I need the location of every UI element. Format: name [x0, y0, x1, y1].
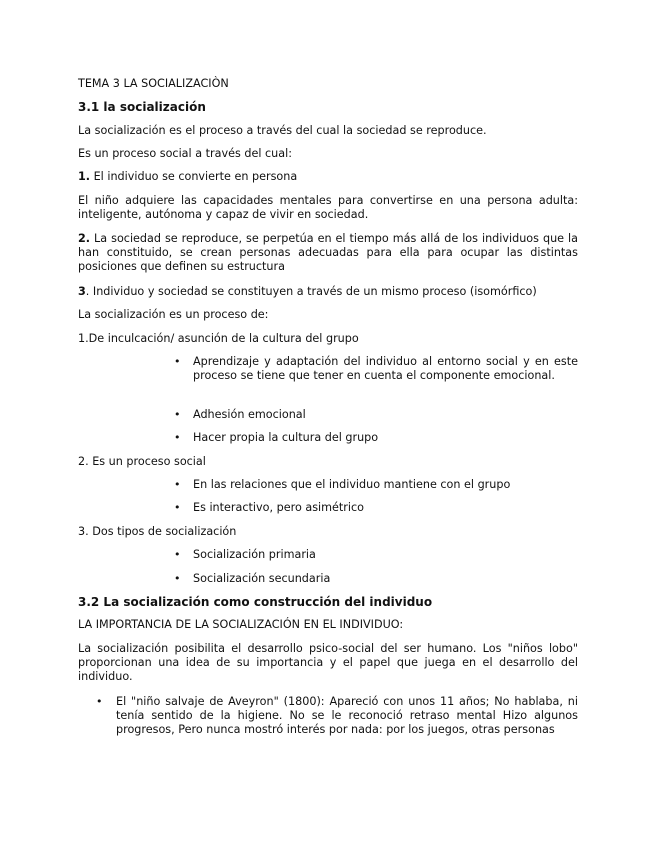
list-1-item-2: Adhesión emocional: [193, 408, 306, 421]
bullet-icon: •: [174, 478, 181, 491]
bullet-icon: •: [174, 431, 181, 444]
bullet-icon: •: [174, 572, 181, 585]
development-paragraph: La socialización posibilita el desarrollo psico-social del ser humano. Los "niños lobo" proporcionan una idea de su importancia y el papel que juega en el desarrollo del individuo.: [78, 642, 578, 683]
bullet-icon: •: [96, 695, 103, 708]
item-number: 1.: [78, 170, 91, 183]
item-text: La sociedad se reproduce, se perpetúa en el tiempo más allá de los individuos que la han constituido, se crean personas adecuadas para ella para ocupar las distintas posiciones que definen su estructura: [78, 232, 578, 273]
list-1-item-1: Aprendizaje y adaptación del individuo al entorno social y en este proceso se tiene que tener en cuenta el componente emocional.: [193, 355, 578, 382]
process-of-paragraph: La socialización es un proceso de:: [78, 308, 269, 321]
list-2-title: 2. Es un proceso social: [78, 455, 206, 468]
definition-paragraph: La socialización es el proceso a través del cual la sociedad se reproduce.: [78, 124, 487, 137]
importance-heading: LA IMPORTANCIA DE LA SOCIALIZACIÓN EN EL INDIVIDUO:: [78, 618, 404, 631]
list-2-item-2: Es interactivo, pero asimétrico: [193, 501, 365, 514]
aveyron-item: El "niño salvaje de Aveyron" (1800): Apareció con unos 11 años; No hablaba, ni tenía sentido de la higiene. No se le reconoció retraso mental Hizo algunos progresos, Pero nunca mostró interés por nada: por los juegos, otras personas: [116, 695, 578, 736]
list-1-title: 1.De inculcación/ asunción de la cultura del grupo: [78, 332, 359, 345]
section-3-2-heading: 3.2 La socialización como construcción del individuo: [78, 595, 433, 609]
list-3-item-1: Socialización primaria: [193, 548, 316, 561]
item-text: El individuo se convierte en persona: [90, 170, 298, 183]
list-2-item-1: En las relaciones que el individuo mantiene con el grupo: [193, 478, 511, 491]
numbered-item-1: [78, 170, 578, 184]
document-title: TEMA 3 LA SOCIALIZACIÒN: [78, 77, 229, 90]
list-3-title: 3. Dos tipos de socialización: [78, 525, 237, 538]
item-number: 2.: [78, 232, 91, 245]
section-3-1-heading: 3.1 la socialización: [78, 100, 206, 114]
process-intro-paragraph: Es un proceso social a través del cual:: [78, 147, 292, 160]
bullet-icon: •: [174, 501, 181, 514]
item-number: 3: [78, 285, 86, 298]
bullet-icon: •: [174, 355, 181, 368]
list-1-item-3: Hacer propia la cultura del grupo: [193, 431, 379, 444]
numbered-item-2: [78, 232, 578, 274]
child-paragraph: El niño adquiere las capacidades mentales para convertirse en una persona adulta: inteligente, autónoma y capaz de vivir en sociedad.: [78, 194, 578, 221]
bullet-icon: •: [174, 408, 181, 421]
item-text: . Individuo y sociedad se constituyen a través de un mismo proceso (isomórfico): [85, 285, 537, 298]
bullet-icon: •: [174, 548, 181, 561]
numbered-item-3: [78, 285, 578, 299]
list-3-item-2: Socialización secundaria: [193, 572, 331, 585]
